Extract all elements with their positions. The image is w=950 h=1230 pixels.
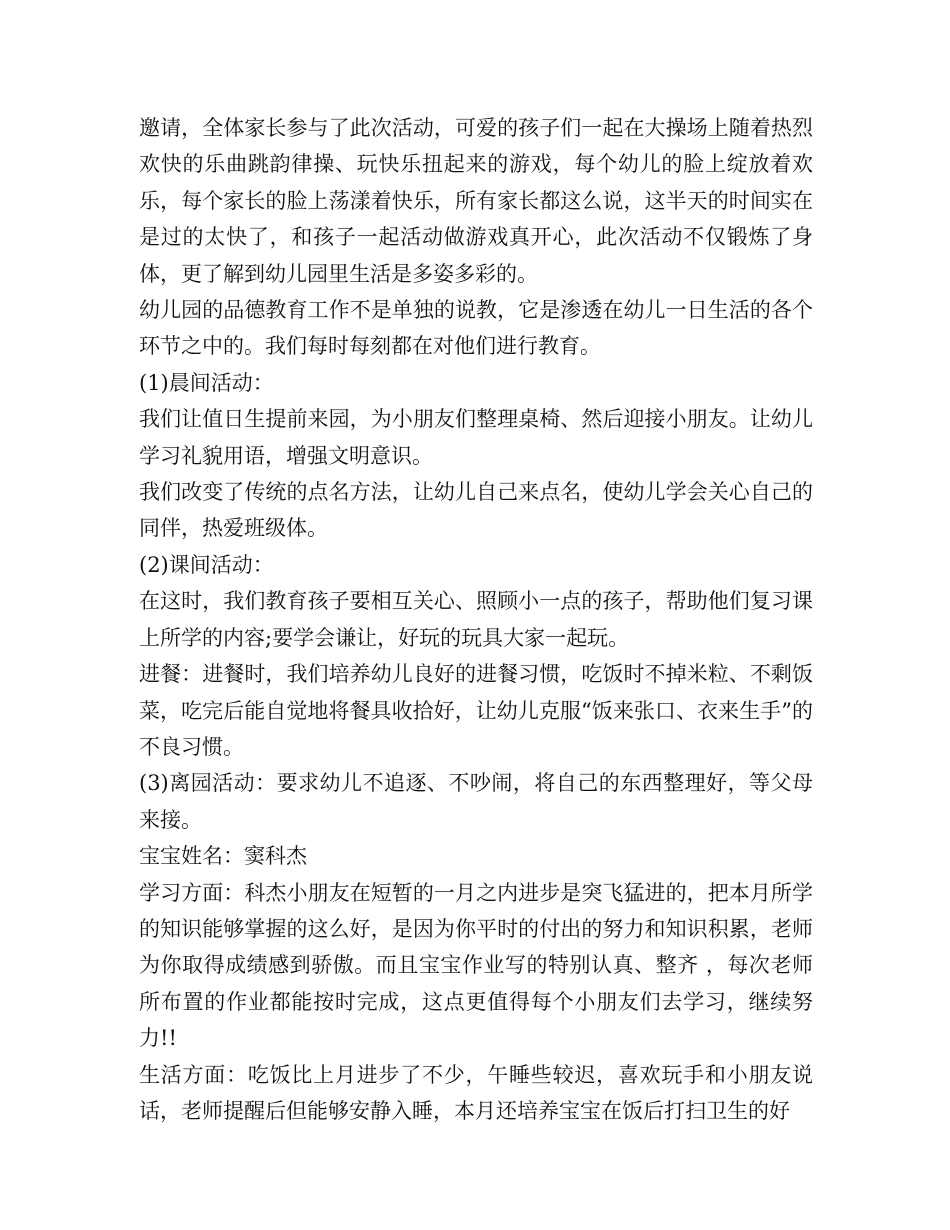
child-name-line: 宝宝姓名：窦科杰 <box>139 844 307 869</box>
paragraph-leaving-activity: (3)离园活动：要求幼儿不追逐、不吵闹，将自己的东西整理好，等父母来接。 <box>139 771 813 832</box>
paragraph-mutual-care: 在这时，我们教育孩子要相互关心、照顾小一点的孩子，帮助他们复习课上所学的内容;要学会谦让，好玩的玩具大家一起玩。 <box>139 589 813 650</box>
paragraph-duty-students: 我们让值日生提前来园，为小朋友们整理桌椅、然后迎接小朋友。让幼儿学习礼貌用语，增强文明意识。 <box>139 407 813 468</box>
paragraph-moral-education: 幼儿园的品德教育工作不是单独的说教，它是渗透在幼儿一日生活的各个环节之中的。我们每时每刻都在对他们进行教育。 <box>139 298 813 359</box>
paragraph-life-comment: 生活方面：吃饭比上月进步了不少，午睡些较迟，喜欢玩手和小朋友说话，老师提醒后但能够安静入睡，本月还培养宝宝在饭后打扫卫生的好 <box>139 1062 813 1123</box>
paragraph-study-comment: 学习方面：科杰小朋友在短暂的一月之内进步是突飞猛进的，把本月所学的知识能够掌握的这么好，是因为你平时的付出的努力和知识积累，老师为你取得成绩感到骄傲。而且宝宝作业写的特别认真、整齐 ，每次老师所布置的作业都能按时完成，这点更值得每个小朋友们去学习，继续努力!! <box>139 880 813 1051</box>
paragraph-activity-invitation: 邀请，全体家长参与了此次活动，可爱的孩子们一起在大操场上随着热烈欢快的乐曲跳韵律操、玩快乐扭起来的游戏，每个幼儿的脸上绽放着欢乐，每个家长的脸上荡漾着快乐，所有家长都这么说，这半天的时间实在是过的太快了，和孩子一起活动做游戏真开心，此次活动不仅锻炼了身体，更了解到幼儿园里生活是多姿多彩的。 <box>139 116 813 286</box>
heading-morning-activity: (1)晨间活动： <box>139 370 274 395</box>
paragraph-dining: 进餐：进餐时，我们培养幼儿良好的进餐习惯，吃饭时不掉米粒、不剩饭菜，吃完后能自觉地将餐具收拾好，让幼儿克服“饭来张口、衣来生手”的不良习惯。 <box>139 662 813 759</box>
paragraph-roll-call: 我们改变了传统的点名方法，让幼儿自己来点名，使幼儿学会关心自己的同伴，热爱班级体。 <box>139 480 813 541</box>
heading-class-activity: (2)课间活动： <box>139 552 274 577</box>
document-body <box>139 110 813 1129</box>
